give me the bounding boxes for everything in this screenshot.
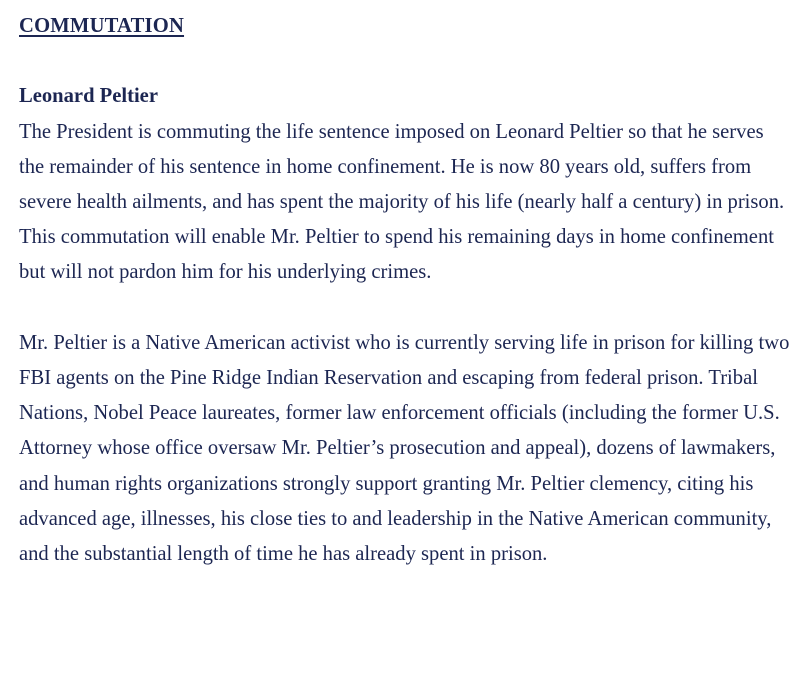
section-heading: COMMUTATION	[19, 15, 185, 37]
paragraph-spacer	[19, 291, 791, 326]
entry-paragraph-1: The President is commuting the life sentence imposed on Leonard Peltier so that he serves the remainder of his sentence in home confinement. He is now 80 years old, suffers from severe health ailments, and has spent the majority of his life (nearly half a century) in prison. This commutation will enable Mr. Peltier to spend his remaining days in home confinement but will not pardon him for his underlying crimes.	[19, 120, 785, 284]
document-body	[19, 9, 791, 572]
entry-paragraph-2: Mr. Peltier is a Native American activist who is currently serving life in prison for killing two FBI agents on the Pine Ridge Indian Reservation and escaping from federal prison. Tribal Nations, Nobel Peace laureates, former law enforcement officials (including the former U.S. Attorney whose office oversaw Mr. Peltier’s prosecution and appeal), dozens of lawmakers, and human rights organizations strongly support granting Mr. Peltier clemency, citing his advanced age, illnesses, his close ties to and leadership in the Native American community, and the substantial length of time he has already spent in prison.	[19, 331, 790, 566]
section-spacer	[19, 44, 791, 79]
entry-name: Leonard Peltier	[19, 85, 158, 108]
